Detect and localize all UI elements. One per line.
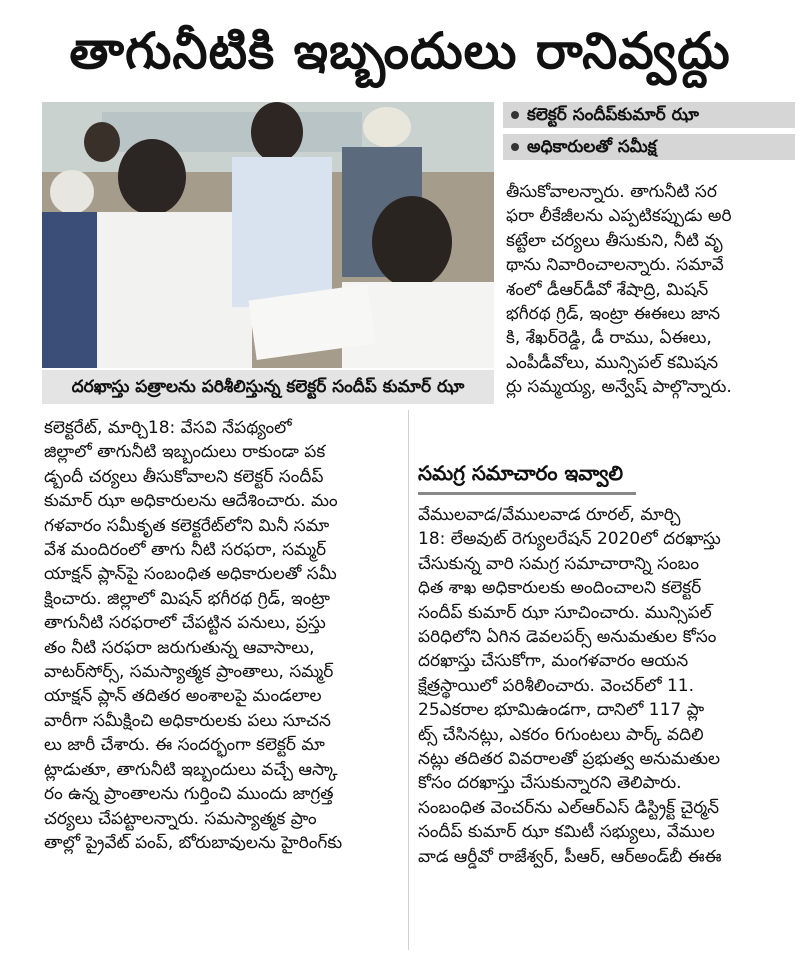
text-line: కట్టేలా చర్యలు తీసుకుని, నీటి వృ [506,230,723,251]
photo-illustration [42,102,494,368]
text-line: డ్బందీ చర్యలు తీసుకోవాలని కలెక్టర్‌ సందీప్‌ [44,466,324,487]
text-line: 25ఎకరాల భూమిఉండగా, దానిలో 117 ప్లా [418,700,705,721]
highlights-box [503,102,795,166]
text-line: చర్యలు చేపట్టాలన్నారు. సమస్యాత్మక ప్రాం [44,808,317,829]
text-line: దరఖాస్తు చేసుకోగా, మంగళవారం ఆయన [418,651,689,672]
text-line: సందీప్‌ కుమార్‌ ఝా కమిటీ సభ్యులు, వేముల [418,822,715,843]
text-line: ట్స్‌ చేసినట్లు, ఎకరం 6గుంటలు పార్క్‌ వదిలి [418,724,704,745]
text-line: 18: లేఅవుట్‌ రెగ్యులరేషన్‌ 2020లో దరఖాస్తు [418,529,721,550]
text-line: ట్లాడుతూ, తాగునీటి ఇబ్బందులు వచ్చే ఆస్కా [44,759,338,780]
text-line: క్షేత్రస్థాయిలో పరిశీలించారు. వెంచర్‌లో 11. [418,675,695,696]
text-line: తాగునీటి సరఫరాలో చేపట్టిన పనులు, ప్రస్తు [44,613,326,634]
text-line: శంలో డీఆర్‌డీవో శేషాద్రి, మిషన్‌ [506,279,709,300]
subheading-underline [418,492,636,495]
text-line: వారీగా సమీక్షించి అధికారులకు పలు సూచన [44,710,331,731]
column-divider [408,410,409,950]
subheading: సమగ్ర సమాచారం ఇవ్వాలి [418,461,624,485]
right-column-bottom [418,503,794,869]
text-line: రం ఉన్న ప్రాంతాలను గుర్తించి ముందు జాగ్రత్త [44,784,334,805]
text-line: ఫరా లీకేజీలను ఎప్పటికప్పుడు అరి [506,206,732,227]
text-line: తీసుకోవాలన్నారు. తాగునీటి సర [506,182,717,202]
text-line: సందీప్‌ కుమార్‌ ఝా సూచించారు. మున్సిపల్‌ [418,602,712,623]
text-line: వేశ మందిరంలో తాగు నీటి సరఫరా, సమ్మర్‌ [44,540,327,561]
text-line: లు జారీ చేశారు. ఈ సందర్భంగా కలెక్టర్‌ మా [44,735,325,756]
text-line: తం నీటి సరఫరా జరుగుతున్న ఆవాసాలు, [44,637,315,658]
text-line: భగీరథ గ్రిడ్‌, ఇంట్రా ఈఈలు జాన [506,304,721,325]
right-column-top [506,180,796,400]
bullet-icon [511,111,519,119]
headline: తాగునీటికి ఇబ్బందులు రానివ్వద్దు [69,22,731,80]
text-line: జిల్లాలో తాగునీటి ఇబ్బందులు రాకుండా పక [44,442,326,463]
text-line: గళవారం సమీకృత కలెక్టరేట్‌లోని మినీ సమా [44,515,330,536]
text-line: ధిత శాఖ అధికారులకు అందించాలని కలెక్టర్‌ [418,578,702,599]
text-line: వేములవాడ/వేములవాడ రూరల్‌, మార్చి [418,505,681,525]
text-line: యాక్షన్‌ ప్లాన్‌పై సంబంధిత అధికారులతో సమీ [44,564,337,585]
text-line: ర్లు సమ్మయ్య, అన్వేష్‌ పాల్గొన్నారు. [506,377,732,398]
text-line: కి, శేఖర్‌రెడ్డి, డీ రాము, ఏఈలు, [506,328,712,349]
text-line: వాడ ఆర్డీవో రాజేశ్వర్‌, పీఆర్‌, ఆర్‌అండ్‌బీ ఈఈ [418,846,722,867]
text-line: యాక్షన్‌ ప్లాన్‌ తదితర అంశాలపై మండలాల [44,686,322,707]
text-line: చేసుకున్న వారి సమగ్ర సమాచారాన్ని సంబం [418,553,700,574]
news-photo [42,102,494,368]
text-line: కుమార్‌ ఝా అధికారులను ఆదేశించారు. మం [44,491,338,512]
text-line: వాటర్‌సోర్స్‌, సమస్యాత్మక ప్రాంతాలు, సమ్మర్‌ [44,662,334,683]
text-line: థాను నివారించాలన్నారు. సమావే [506,255,724,276]
text-line: పరిధిలోని ఏగిన డెవలపర్స్‌ అనుమతుల కోసం [418,627,717,648]
text-line: ఎంపీడీవోలు, మున్సిపల్‌ కమిషన [506,352,719,373]
text-line: క్షించారు. జిల్లాలో మిషన్‌ భగీరథ గ్రిడ్‌, ఇంట్రా [44,588,330,609]
highlight-item: కలెక్టర్‌ సందీప్‌కుమార్‌ ఝా [503,102,795,128]
left-column [44,416,404,855]
text-line: నట్లు తదితర వివరాలతో ప్రభుత్వ అనుమతుల [418,749,721,770]
bullet-icon [511,143,519,151]
photo-caption: దరఖాస్తు పత్రాలను పరిశీలిస్తున్న కలెక్టర్‌ సందీప్‌ కుమార్‌ ఝా [42,370,494,404]
text-line: సంబంధిత వెంచర్‌ను ఎల్‌ఆర్‌ఎస్‌ డిస్ట్రిక్ట్‌ చైర్మన్‌ [418,797,720,818]
highlight-item: అధికారులతో సమీక్ష [503,134,795,160]
text-line: కోసం దరఖాస్తు చేసుకున్నారని తెలిపారు. [418,773,682,794]
text-line: తాల్లో ప్రైవేట్‌ పంప్‌, బోరుబావులను హైరింగ్‌కు [44,832,343,853]
text-line: కలెక్టరేట్‌, మార్చి18: వేసవి నేపథ్యంలో [44,418,292,438]
